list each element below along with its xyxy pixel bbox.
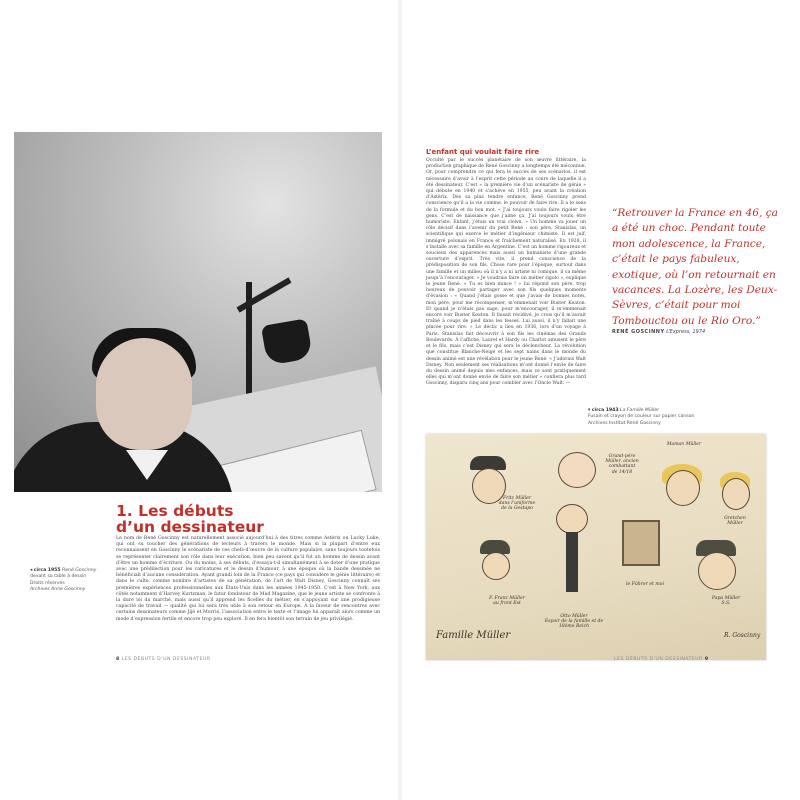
- chapter-body: [116, 536, 380, 623]
- label-franz: F. Franz Müller au front Est: [489, 596, 525, 607]
- caption-line: Fusain et crayon de couleur sur papier canson: [588, 414, 695, 420]
- label-fritz: Fritz Müller dans l’uniforme de la Gestapo: [498, 496, 536, 512]
- heading-line: d’un dessinateur: [116, 518, 264, 536]
- pull-quote: “Retrouver la France en 46, ça a été un choc. Pendant toute mon adolescence, la France, c’était le pays fabuleux, exotique, où l’on retournait en vacances. La Lozère, les Deux-Sèvres, c’était pour moi Tombouctou ou le Rio Oro.”: [612, 207, 778, 327]
- arrow-icon: ◂: [30, 568, 33, 573]
- quote-source: L’Express, 1974: [666, 329, 706, 335]
- section-column: [426, 158, 586, 388]
- footer-right: [614, 657, 709, 662]
- label-fuhrer: le Führer et moi: [626, 582, 664, 587]
- caption-year: circa 1943: [591, 408, 619, 413]
- caption-year: circa 1955: [33, 568, 61, 573]
- running-title: LES DÉBUTS D’UN DESSINATEUR: [614, 657, 703, 662]
- famille-muller-drawing: [426, 434, 766, 660]
- caption-line: Droits réservés: [30, 580, 65, 586]
- photo-caption: [30, 568, 114, 594]
- footer-left: [116, 657, 211, 662]
- running-title: LES DÉBUTS D’UN DESSINATEUR: [121, 657, 211, 662]
- chapter-heading: [116, 503, 356, 535]
- column-paragraph: Occulté par le succès planétaire de son œuvre littéraire, la production graphique de René Goscinny a longtemps été méconnue. Or, pour comprendre ce qui fera le succès de ses scénarios, il est nécessaire d’avoir à l’esprit cette période au cours de laquelle il a été dessinateur. C’est « la première vie d’un scénariste de génie » qui débute en 1940 et s’achève en 1955, peu avant la création d’Astérix. Dès sa plus tendre enfance, René Goscinny prend conscience qu’il a la vie comme, le pouvoir de faire rire. Il a le sens de la formule et du bon mot. « J’ai toujours voulu faire rigoler les gens. C’est de naissance que j’aime ça. J’ai toujours voulu être humoriste. Enfant, j’étais un vrai clown. » Un homme va jouer un rôle décisif dans l’avenir du petit René : son père, Stanislas, un scientifique qui exerce le métier d’ingénieur chimiste. Il est juif, immigré polonais en France et fraîchement naturalisé. En 1928, il s’installe avec sa famille en Argentine. C’est un homme rigoureux et soucieux des apparences mais aussi un humaniste d’une grande ouverture d’esprit. Très vite, il prend conscience de la prédisposition de son fils. Chose rare pour l’époque, surtout dans une famille et un milieu où il n’y a ni artiste ni comique, il va même jusqu’à l’encourager. « Je voudrais faire un métier rigolo », explique le jeune René. « Tu es bien mince ! » lui répond son père, trop heureux de pouvoir partager avec son fils quelques moments d’évasion : « Quand j’étais gosse et que j’avais de bonnes notes, mon père, pour me récompenser, m’emmenait voir Buster Keaton. Et quand je n’étais pas sage, pour m’encourager, il m’emmenait encore voir Buster Keaton. Il faisait récidivé, je crois qu’il m’aurait traîné à coups de pied dans les fesses. Lui aussi, il n’y fallait une pincée pour rire. » Le déclic a lieu en 1936, lors d’un voyage à Paris. Stanislas fait découvrir à son fils les cinémas des Grands Boulevards. À l’affiche, Laurel et Hardy ou Charlot amusent le père et le fils, mais c’est Disney qui sera le déclencheur. La révolution que constitue Blanche-Neige et les sept nains dans le monde du dessin animé est une révélation pour le jeune René. « J’adorais Walt Disney. Non seulement ses réalisations m’ont donné l’envie de faire du dessin animé depuis mes enfances, mais ce sont pratiquement elles qui m’ont donné envie de faire son métier » confiera plus tard Goscinny, disparu cinq ans pour combler avec l’Oncle Walt. —: [426, 158, 586, 387]
- drawing-title: Famille Müller: [436, 630, 511, 641]
- drawing-caption: [588, 408, 708, 427]
- label-papa: Papa Müller S.S.: [711, 596, 741, 607]
- quote-author: RENÉ GOSCINNY: [612, 329, 665, 335]
- label-maman: Maman Müller: [666, 442, 702, 447]
- caption-title: La Famille Müller: [620, 408, 660, 413]
- heading-line: 1. Les débuts: [116, 502, 234, 520]
- quote-attribution: [612, 329, 778, 335]
- arrow-icon: ▾: [588, 408, 591, 413]
- caption-title: René Goscinny: [62, 568, 97, 573]
- label-gretchen: Gretchen Müller: [724, 516, 746, 527]
- caption-line: Archives Anne Goscinny: [30, 587, 86, 593]
- page-number: 9: [704, 657, 709, 662]
- goscinny-photo: [14, 132, 382, 492]
- body-paragraph: Le nom de René Goscinny est naturellement associé aujourd’hui à des titres comme Astérix ou Lucky Luke, qui ont su toucher des générations de lecteurs à travers le monde. Mais si la plupart d’entre eux reconnaissent en Goscinny le scénariste de ces chefs-d’œuvre de la culture populaire, sans toujours toutefois se représenter clairement son rôle dans leur exécution, bien peu savent qu’il fut un homme de dessin avant d’être un homme d’écriture. Ou du moins, à ses débuts, d’essaya-t-il simultanément à se doter d’une pratique avec une prédilection pour les caricatures et le dessin d’humour, à une époque où la bande dessinée ne bénéficiait d’aucune considération. Ayant grandi loin de la France (ce pays qui considère le génie littéraire) et dans le culte, comme nombre d’artistes de sa génération, de l’art de Walt Disney, Goscinny connaît ses premières expériences professionnelles aux États-Unis dans les années 1945-1950. C’est à New York, aux côtés notamment d’Harvey Kurtzman, le futur fondateur de Mad Magazine, que le jeune artiste se confronte à la dure loi du marché, mais aussi qu’il apprend les ficelles du métier, en s’appuyant sur une prodigieuse capacité de travail — qualité qui lui sera très utile à son retour en Europe. À la faveur de rencontres avec certains dessinateurs comme Jijé et Morris, l’association entre le texte et l’image lui apparaît alors comme un mode d’expression fertile et encore trop peu exploré. Il en fera bientôt son terrain de jeu privilégié.: [116, 536, 380, 622]
- caption-line: Archives Institut René Goscinny: [588, 420, 661, 426]
- portrait-frame-icon: [622, 520, 660, 566]
- page-number: 8: [116, 657, 120, 662]
- caption-line: devant sa table à dessin: [30, 574, 87, 580]
- label-grandpere: Grand-père Müller, ancien combattant de 14/18: [605, 454, 639, 475]
- drawing-signature: R. Goscinny: [724, 632, 761, 639]
- section-subheading: L’enfant qui voulait faire rire: [426, 148, 540, 156]
- label-otto: Otto Müller Espoir de la famille et de 18ème Reich: [544, 614, 604, 630]
